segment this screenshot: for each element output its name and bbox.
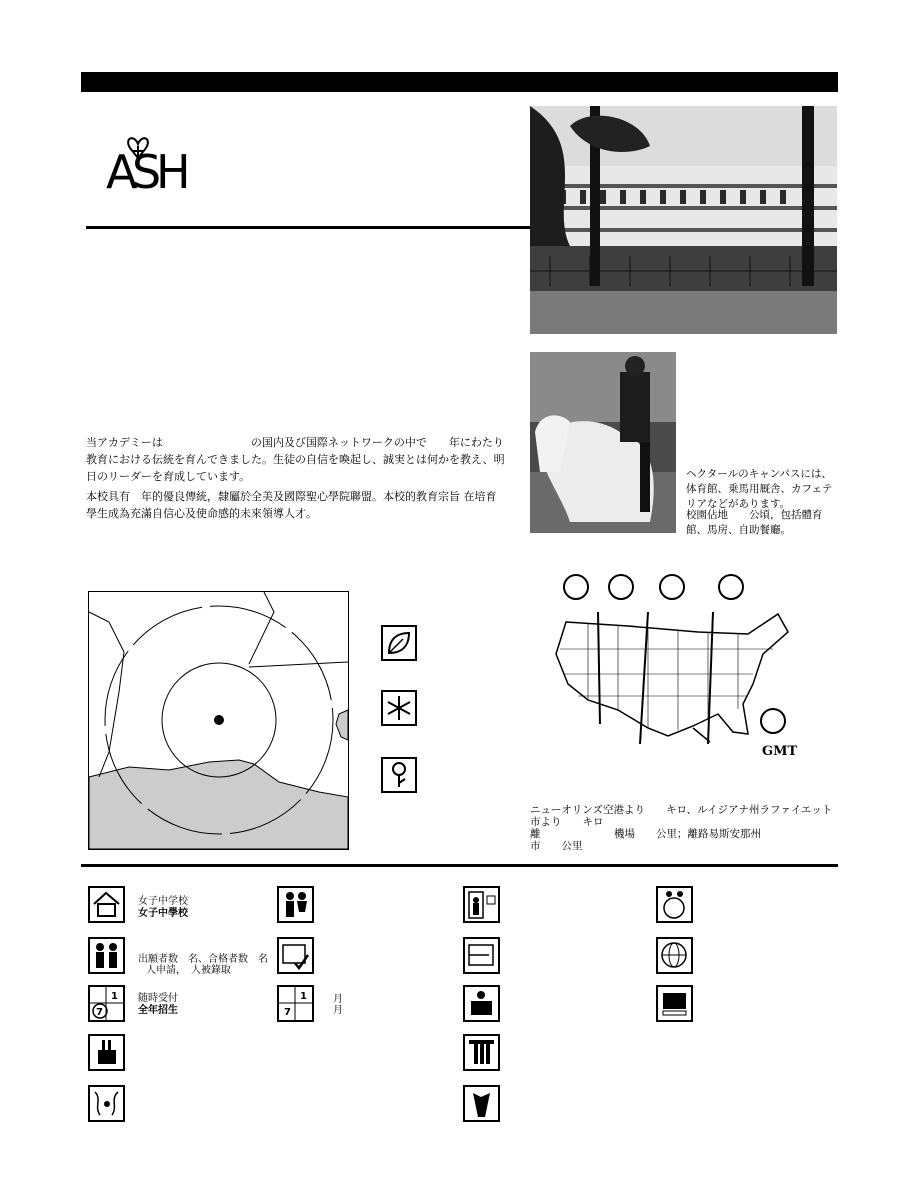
clock-icon bbox=[608, 574, 634, 600]
logo-divider bbox=[86, 226, 530, 229]
international-students-icon bbox=[656, 886, 693, 923]
school-house-icon bbox=[88, 886, 125, 923]
applicants-zh: 人申請， 人被錄取 bbox=[146, 965, 231, 976]
school-logo bbox=[104, 132, 191, 199]
svg-text:S: S bbox=[132, 145, 162, 199]
computer-icon bbox=[656, 985, 693, 1022]
clock-icon bbox=[659, 574, 685, 600]
clock-icon bbox=[718, 574, 744, 600]
campus-caption-zh: 校園佔地 公頃，包括體育館、馬房、自助餐廳。 bbox=[686, 509, 823, 536]
section-divider bbox=[81, 864, 838, 867]
applicants-icon bbox=[88, 937, 125, 974]
campus-photo bbox=[530, 106, 837, 334]
school-type-jp: 女子中学校 bbox=[138, 896, 188, 907]
term-calendar-icon bbox=[277, 985, 314, 1022]
svg-text:7: 7 bbox=[284, 1007, 291, 1018]
admission-zh: 全年招生 bbox=[138, 1005, 178, 1016]
flower-icon bbox=[381, 757, 417, 793]
activities-icon bbox=[88, 1034, 125, 1071]
document-icon bbox=[463, 937, 500, 974]
us-timezone-map bbox=[548, 604, 793, 749]
dormitory-icon bbox=[463, 886, 500, 923]
globe-icon bbox=[656, 937, 693, 974]
region-icon bbox=[88, 1085, 125, 1122]
riding-photo bbox=[530, 352, 676, 533]
travel-distance bbox=[530, 804, 840, 852]
svg-text:7: 7 bbox=[96, 1007, 103, 1018]
clock-icon bbox=[563, 574, 589, 600]
intro-paragraph-zh: 本校具有 年的優良傳統，隸屬於全美及國際聖心學院聯盟。本校的教育宗旨 在培育學生成為充滿自信心及使命感的未來領導人才。 bbox=[86, 490, 497, 520]
leaf-icon bbox=[381, 625, 417, 661]
header-bar bbox=[81, 72, 838, 92]
term-end-month: 月 bbox=[333, 1005, 343, 1016]
travel-line-jp: ニューオリンズ空港より キロ、ルイジアナ州ラファイエット市より キロ bbox=[530, 804, 833, 828]
admission-jp: 随時受付 bbox=[138, 993, 178, 1004]
locator-map bbox=[88, 591, 349, 850]
svg-text:H: H bbox=[156, 145, 191, 199]
applicants-jp: 出願者数 名、合格者数 名 bbox=[138, 954, 268, 965]
snowflake-icon bbox=[381, 690, 417, 726]
checklist-icon bbox=[277, 937, 314, 974]
students-icon bbox=[277, 886, 314, 923]
uniform-icon bbox=[463, 1085, 500, 1122]
teacher-icon bbox=[463, 985, 500, 1022]
svg-text:1: 1 bbox=[300, 991, 307, 1002]
travel-line-zh-2: 市 公里 bbox=[530, 840, 583, 852]
intro-paragraph-jp: 当アカデミーは の国内及び国際ネットワークの中で 年にわたり教育における伝統を育んできました。生徒の自信を喚起し、誠実とは何かを教え、明日のリーダーを育成しています。 bbox=[86, 436, 505, 483]
svg-text:A: A bbox=[106, 145, 136, 199]
term-start-month: 月 bbox=[333, 994, 343, 1005]
column-icon bbox=[463, 1034, 500, 1071]
school-type-zh: 女子中學校 bbox=[138, 908, 188, 919]
calendar-icon bbox=[88, 985, 125, 1022]
gmt-label: GMT bbox=[762, 744, 798, 759]
campus-caption-jp: ヘクタールのキャンパスには、体育館、乗馬用厩舎、カフェテリアなどがあります。 bbox=[686, 468, 833, 510]
travel-line-zh-1: 離 機場 公里；離路易斯安那州 bbox=[530, 828, 761, 840]
svg-text:1: 1 bbox=[111, 991, 118, 1002]
